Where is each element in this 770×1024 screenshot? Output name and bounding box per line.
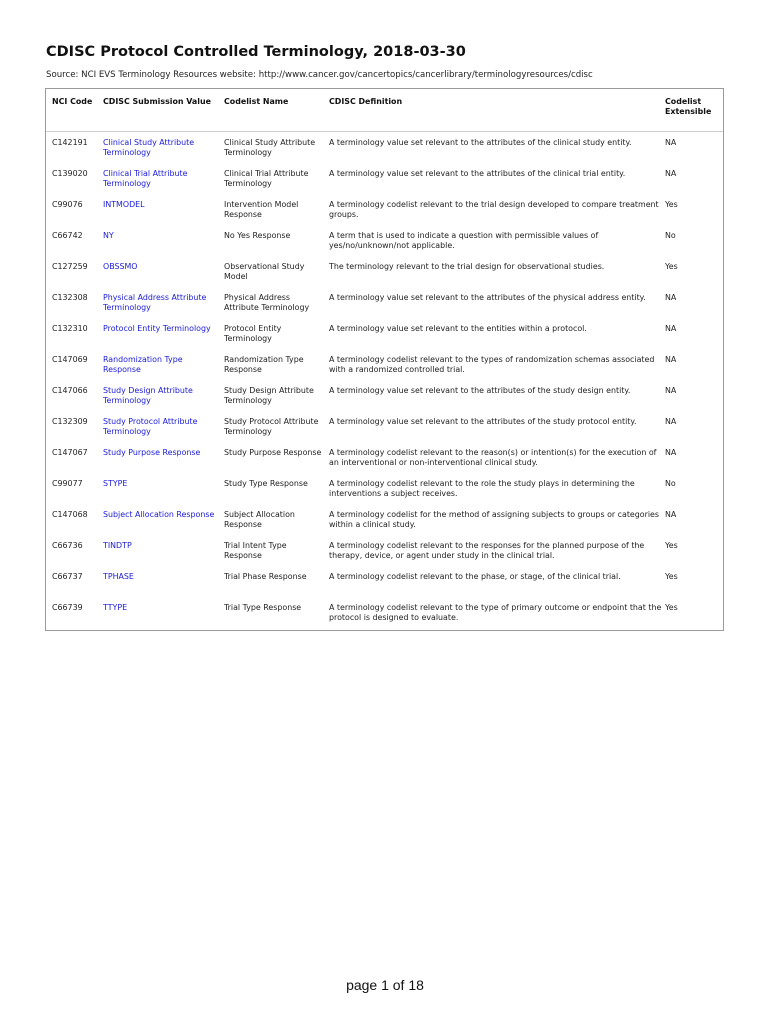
cell-codelist-name: Intervention Model Response [224,200,299,219]
cell-codelist-name: Protocol Entity Terminology [224,324,282,343]
header-definition: CDISC Definition [323,89,663,132]
cell-submission-value-link[interactable]: OBSSMO [103,262,138,271]
cell-codelist-name: Subject Allocation Response [224,510,295,529]
page-number: page 1 of 18 [346,977,424,993]
cell-definition: A terminology codelist relevant to the types of randomization schemas associated with a randomized controlled trial. [329,355,655,374]
cell-extensible: No [665,231,676,240]
cell-nci-code: C132308 [52,293,88,302]
table-row [46,537,723,568]
table-header-row [46,89,723,132]
cell-nci-code: C139020 [52,169,88,178]
cell-extensible: Yes [665,200,678,209]
cell-extensible: NA [665,417,677,426]
table-row [46,351,723,382]
cell-extensible: NA [665,448,677,457]
cell-extensible: NA [665,355,677,364]
cell-submission-value-link[interactable]: Physical Address Attribute Terminology [103,293,207,312]
document-title: CDISC Protocol Controlled Terminology, 2018-03-30 [46,44,466,60]
cell-definition: A term that is used to indicate a question with permissible values of yes/no/unknown/not applicable. [329,231,599,250]
terminology-table [46,89,723,630]
cell-nci-code: C99076 [52,200,83,209]
cell-codelist-name: Clinical Study Attribute Terminology [224,138,316,157]
cell-submission-value-link[interactable]: INTMODEL [103,200,145,209]
table-row [46,599,723,630]
cell-submission-value-link[interactable]: TPHASE [103,572,134,581]
cell-codelist-name: Trial Intent Type Response [224,541,287,560]
header-nci-code: NCI Code [46,89,97,132]
cell-nci-code: C66736 [52,541,83,550]
cell-nci-code: C127259 [52,262,88,271]
cell-codelist-name: Study Purpose Response [224,448,322,457]
cell-nci-code: C99077 [52,479,83,488]
cell-extensible: NA [665,324,677,333]
table-row [46,132,723,166]
cell-nci-code: C66742 [52,231,83,240]
table-row [46,165,723,196]
cell-codelist-name: Study Type Response [224,479,308,488]
table-row [46,258,723,289]
cell-codelist-name: Trial Type Response [224,603,302,612]
cell-definition: A terminology value set relevant to the attributes of the clinical trial entity. [329,169,626,178]
cell-extensible: NA [665,510,677,519]
cell-definition: A terminology value set relevant to the entities within a protocol. [329,324,587,333]
cell-submission-value-link[interactable]: Clinical Study Attribute Terminology [103,138,195,157]
cell-definition: A terminology codelist relevant to the responses for the planned purpose of the therapy, device, or agent under study in the clinical trial. [329,541,645,560]
cell-codelist-name: No Yes Response [224,231,291,240]
cell-nci-code: C147067 [52,448,88,457]
cell-submission-value-link[interactable]: Clinical Trial Attribute Terminology [103,169,188,188]
table-row [46,227,723,258]
header-extensible: Codelist Extensible [663,89,723,132]
table-row [46,196,723,227]
cell-codelist-name: Trial Phase Response [224,572,307,581]
cell-nci-code: C147068 [52,510,88,519]
cell-definition: A terminology codelist relevant to the type of primary outcome or endpoint that the protocol is designed to evaluate. [329,603,662,622]
cell-submission-value-link[interactable]: Subject Allocation Response [103,510,215,519]
document-source: Source: NCI EVS Terminology Resources website: http://www.cancer.gov/cancertopics/cancerlibrary/terminologyresources/cdisc [46,70,593,80]
cell-definition: A terminology codelist relevant to the trial design developed to compare treatment groups. [329,200,659,219]
cell-nci-code: C66737 [52,572,83,581]
cell-extensible: NA [665,138,677,147]
cell-extensible: Yes [665,262,678,271]
table-row [46,382,723,413]
cell-nci-code: C132309 [52,417,88,426]
cell-submission-value-link[interactable]: Study Purpose Response [103,448,201,457]
header-submission-value: CDISC Submission Value [97,89,218,132]
cell-extensible: Yes [665,572,678,581]
table-row [46,413,723,444]
cell-submission-value-link[interactable]: TINDTP [103,541,132,550]
table-row [46,475,723,506]
cell-definition: A terminology codelist relevant to the role the study plays in determining the interventions a subject receives. [329,479,635,498]
cell-definition: A terminology value set relevant to the attributes of the study design entity. [329,386,631,395]
cell-nci-code: C147069 [52,355,88,364]
cell-submission-value-link[interactable]: Randomization Type Response [103,355,183,374]
cell-nci-code: C66739 [52,603,83,612]
cell-codelist-name: Randomization Type Response [224,355,304,374]
cell-submission-value-link[interactable]: Study Design Attribute Terminology [103,386,193,405]
table-row [46,320,723,351]
cell-codelist-name: Observational Study Model [224,262,305,281]
cell-extensible: No [665,479,676,488]
cell-definition: The terminology relevant to the trial design for observational studies. [329,262,605,271]
cell-extensible: Yes [665,541,678,550]
cell-nci-code: C147066 [52,386,88,395]
cell-nci-code: C132310 [52,324,88,333]
cell-definition: A terminology codelist relevant to the phase, or stage, of the clinical trial. [329,572,621,581]
cell-codelist-name: Study Design Attribute Terminology [224,386,314,405]
cell-definition: A terminology value set relevant to the attributes of the clinical study entity. [329,138,632,147]
cell-codelist-name: Physical Address Attribute Terminology [224,293,310,312]
table-row [46,568,723,599]
header-codelist-name: Codelist Name [218,89,323,132]
cell-extensible: NA [665,386,677,395]
table-row [46,444,723,475]
cell-definition: A terminology value set relevant to the attributes of the physical address entity. [329,293,646,302]
cell-submission-value-link[interactable]: NY [103,231,114,240]
terminology-table-frame [45,88,724,631]
cell-definition: A terminology codelist for the method of assigning subjects to groups or categories within a clinical study. [329,510,660,529]
cell-nci-code: C142191 [52,138,88,147]
cell-codelist-name: Study Protocol Attribute Terminology [224,417,319,436]
cell-extensible: NA [665,169,677,178]
cell-submission-value-link[interactable]: STYPE [103,479,128,488]
cell-submission-value-link[interactable]: Study Protocol Attribute Terminology [103,417,198,436]
cell-definition: A terminology value set relevant to the attributes of the study protocol entity. [329,417,637,426]
cell-definition: A terminology codelist relevant to the reason(s) or intention(s) for the execution of an interventional or non-interventional clinical study. [329,448,657,467]
cell-extensible: Yes [665,603,678,612]
table-row [46,506,723,537]
table-row [46,289,723,320]
cell-submission-value-link[interactable]: Protocol Entity Terminology [103,324,211,333]
cell-codelist-name: Clinical Trial Attribute Terminology [224,169,309,188]
cell-extensible: NA [665,293,677,302]
cell-submission-value-link[interactable]: TTYPE [103,603,128,612]
